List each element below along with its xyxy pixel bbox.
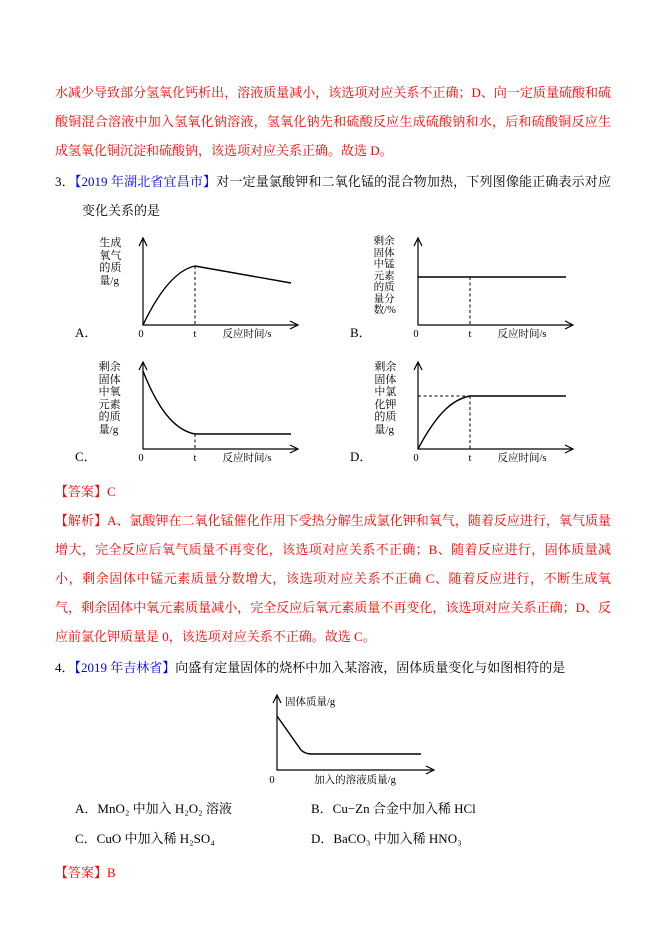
graph-c-x-axis-label: 反应时间/s [222, 453, 272, 464]
graph-d-x-axis-label: 反应时间/s [497, 453, 547, 464]
answer-label: 【答案】 [55, 865, 108, 880]
question-3-stem [55, 167, 611, 225]
question-4-graph [255, 686, 611, 792]
question-4-options [55, 794, 611, 854]
graph-b-origin: 0 [413, 329, 419, 340]
graph-b-axes [418, 239, 572, 325]
graph-option-d [350, 355, 611, 473]
graph-b-y-axis-label: 剩余 固体 中锰 元素 的质 量分 数/% [373, 236, 396, 316]
graph-c-plot [129, 355, 304, 473]
question-4-number: 4． [55, 660, 75, 675]
intro-analysis-paragraph: 水减少导致部分氢氧化钙析出，溶液质量减小，该选项对应关系不正确；D、向一定质量硫酸和硫酸铜混合溶液中加入氢氧化钠溶液，氢氧化钠先和硫酸反应生成硫酸钠和水，后和硫酸铜反应生成氢氧化铜沉淀和硫酸钠，该选项对应关系正确。故选 D。 [55, 85, 611, 158]
option-d: D．BaCO₃ 中加入稀 HNO₃ [311, 831, 462, 846]
q4-origin: 0 [269, 775, 275, 786]
answer-value: C [107, 484, 116, 499]
graph-option-a [75, 231, 336, 349]
question-4-answer [55, 858, 611, 887]
graph-d-axes [418, 363, 572, 449]
graph-b-t-tick: t [468, 329, 472, 340]
graph-a-plot [129, 231, 304, 349]
q4-curve [277, 716, 421, 754]
graph-option-c [75, 355, 336, 473]
graph-b-plot [404, 231, 579, 349]
option-b: B．Cu−Zn 合金中加入稀 HCl [311, 801, 476, 816]
question-3-graphs [55, 231, 611, 473]
option-c: C．CuO 中加入稀 H₂SO₄ [75, 831, 215, 846]
answer-label: 【答案】 [55, 484, 108, 499]
question-3-answer [55, 477, 611, 506]
graph-c-curve [143, 371, 291, 434]
graph-c-y-axis-label: 剩余 固体 中氧 元素 的质 量/g [98, 361, 121, 436]
option-d-letter: D． [350, 449, 373, 464]
answer-value: B [107, 865, 116, 880]
question-4-plot [255, 686, 445, 792]
graph-option-b [350, 231, 611, 349]
graph-c-t-tick: t [193, 453, 197, 464]
graph-a-origin: 0 [138, 329, 145, 340]
graph-c-axes [143, 363, 297, 449]
question-4-stem [55, 653, 611, 682]
question-3-number: 3． [55, 174, 75, 189]
graph-c-origin: 0 [138, 453, 144, 464]
question-3-source: 【2019 年湖北省宜昌市】 [74, 174, 217, 189]
question-4-text: 向盛有定量固体的烧杯中加入某溶液，固体质量变化与如图相符的是 [175, 660, 566, 675]
graph-d-curve [418, 396, 566, 449]
question-3-analysis [55, 506, 611, 651]
option-c-letter: C． [75, 449, 97, 464]
graph-a-t-tick: t [193, 329, 197, 340]
option-a: A．MnO₂ 中加入 H₂O₂ 溶液 [75, 801, 232, 816]
graph-d-plot [404, 355, 579, 473]
q4-y-axis-label: 固体质量/g [285, 697, 336, 708]
graph-a-axes [143, 239, 297, 325]
option-a-letter: A． [75, 325, 98, 340]
graph-a-y-axis-label: 生成 氧气 的质 量/g [99, 237, 122, 287]
graph-a-x-axis-label: 反应时间/s [222, 329, 272, 340]
question-3-text: 对一定量氯酸钾和二氧化锰的混合物加热，下列图像能正确表示对应变化关系的是 [82, 174, 611, 218]
analysis-text: A、氯酸钾在二氧化锰催化作用下受热分解生成氯化钾和氧气，随着反应进行，氧气质量增大，完全反应后氧气质量不再变化，该选项对应关系不正确；B、随着反应进行，固体质量减小，剩余固体中锰元素质量分数增大，该选项对应关系不正确 C、随着反应进行，不断生成氧气，剩余固体中氧元素质量减小，完全反应后氧元素质量不再变化，该选项对应关系正确；D、反应前氯化钾质量是 0，该选项对应关系不正确。故选 C。 [55, 513, 611, 644]
option-b-letter: B． [350, 325, 372, 340]
analysis-label: 【解析】 [55, 513, 108, 528]
graph-d-origin: 0 [413, 453, 420, 464]
question-4-source: 【2019 年吉林省】 [74, 660, 176, 675]
graph-a-curve [143, 266, 291, 325]
graph-d-t-tick: t [468, 453, 472, 464]
graph-d-y-axis-label: 剩余 固体 中氯 化钾 的质 量/g [374, 361, 397, 436]
q4-x-axis-label: 加入的溶液质量/g [314, 775, 396, 786]
graph-b-x-axis-label: 反应时间/s [497, 329, 547, 340]
